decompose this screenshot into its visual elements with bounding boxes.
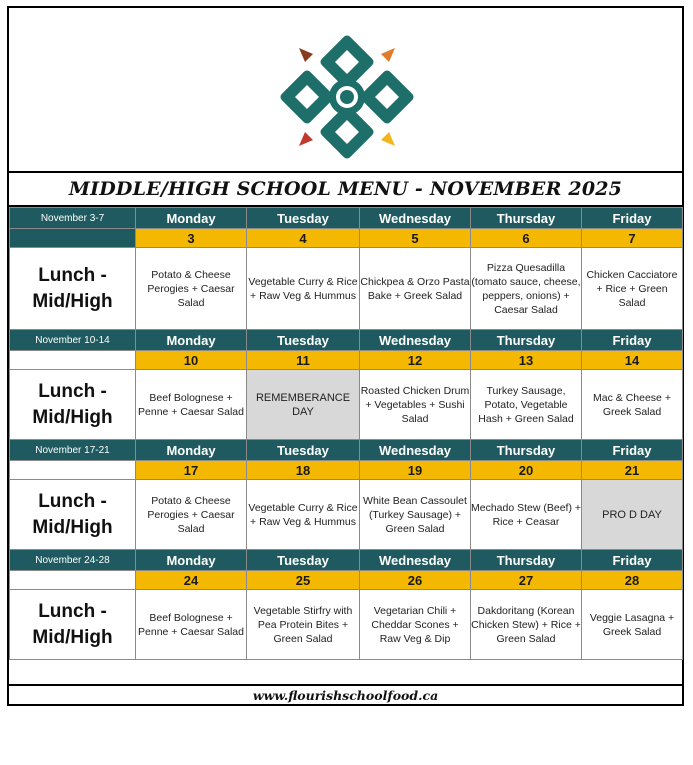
date-cell: 4	[247, 229, 360, 248]
date-row-spacer	[10, 461, 136, 480]
day-name: Wednesday	[360, 330, 471, 351]
date-cell: 12	[360, 351, 471, 370]
date-cell: 7	[582, 229, 683, 248]
lunch-label: Lunch - Mid/High	[10, 480, 136, 550]
meal-row	[10, 370, 683, 440]
day-name: Wednesday	[360, 440, 471, 461]
meal-row	[10, 248, 683, 330]
website-footer: www.flourishschoolfood.ca	[9, 684, 682, 706]
date-row	[10, 351, 683, 370]
week-range: November 3-7	[10, 208, 136, 229]
no-school-cell: REMEMBERANCE DAY	[247, 370, 360, 440]
day-name: Friday	[582, 330, 683, 351]
date-cell: 20	[471, 461, 582, 480]
meal-cell: Beef Bolognese + Penne + Caesar Salad	[136, 590, 247, 660]
date-cell: 10	[136, 351, 247, 370]
date-cell: 19	[360, 461, 471, 480]
lunch-label: Lunch - Mid/High	[10, 590, 136, 660]
date-row	[10, 461, 683, 480]
day-name: Wednesday	[360, 208, 471, 229]
no-school-cell: PRO D DAY	[582, 480, 683, 550]
meal-cell: Pizza Quesadilla (tomato sauce, cheese, peppers, onions) + Caesar Salad	[471, 248, 582, 330]
meal-cell: Vegetarian Chili + Cheddar Scones + Raw Veg & Dip	[360, 590, 471, 660]
day-name: Thursday	[471, 330, 582, 351]
meal-cell: Chickpea & Orzo Pasta Bake + Greek Salad	[360, 248, 471, 330]
week-header-row	[10, 550, 683, 571]
meal-cell: Turkey Sausage, Potato, Vegetable Hash + Green Salad	[471, 370, 582, 440]
meal-cell: Chicken Cacciatore + Rice + Green Salad	[582, 248, 683, 330]
meal-row	[10, 590, 683, 660]
date-cell: 26	[360, 571, 471, 590]
date-row	[10, 571, 683, 590]
week-header-row	[10, 440, 683, 461]
date-cell: 27	[471, 571, 582, 590]
day-name: Tuesday	[247, 208, 360, 229]
date-cell: 14	[582, 351, 683, 370]
date-row-spacer	[10, 351, 136, 370]
date-cell: 18	[247, 461, 360, 480]
menu-table	[9, 207, 683, 660]
meal-cell: Vegetable Curry & Rice + Raw Veg & Hummus	[247, 248, 360, 330]
date-cell: 3	[136, 229, 247, 248]
date-cell: 21	[582, 461, 683, 480]
day-name: Thursday	[471, 440, 582, 461]
day-name: Tuesday	[247, 440, 360, 461]
day-name: Wednesday	[360, 550, 471, 571]
meal-row	[10, 480, 683, 550]
day-name: Thursday	[471, 550, 582, 571]
menu-page	[7, 6, 684, 706]
menu-title: MIDDLE/HIGH SCHOOL MENU - NOVEMBER 2025	[9, 173, 682, 207]
week-range: November 17-21	[10, 440, 136, 461]
date-row-spacer	[10, 571, 136, 590]
lunch-label: Lunch - Mid/High	[10, 370, 136, 440]
date-row	[10, 229, 683, 248]
week-range: November 24-28	[10, 550, 136, 571]
date-cell: 28	[582, 571, 683, 590]
meal-cell: Mac & Cheese + Greek Salad	[582, 370, 683, 440]
day-name: Monday	[136, 550, 247, 571]
lunch-label: Lunch - Mid/High	[10, 248, 136, 330]
date-cell: 13	[471, 351, 582, 370]
date-cell: 6	[471, 229, 582, 248]
date-row-spacer	[10, 229, 136, 248]
logo-area	[9, 8, 682, 173]
week-range: November 10-14	[10, 330, 136, 351]
meal-cell: Potato & Cheese Perogies + Caesar Salad	[136, 480, 247, 550]
day-name: Monday	[136, 440, 247, 461]
week-header-row	[10, 208, 683, 229]
meal-cell: Potato & Cheese Perogies + Caesar Salad	[136, 248, 247, 330]
date-cell: 25	[247, 571, 360, 590]
day-name: Monday	[136, 208, 247, 229]
meal-cell: Beef Bolognese + Penne + Caesar Salad	[136, 370, 247, 440]
flourish-flower-logo-icon	[277, 32, 417, 162]
day-name: Friday	[582, 208, 683, 229]
day-name: Friday	[582, 440, 683, 461]
day-name: Tuesday	[247, 550, 360, 571]
meal-cell: Vegetable Stirfry with Pea Protein Bites + Green Salad	[247, 590, 360, 660]
meal-cell: Vegetable Curry & Rice + Raw Veg & Hummus	[247, 480, 360, 550]
meal-cell: Dakdoritang (Korean Chicken Stew) + Rice + Green Salad	[471, 590, 582, 660]
meal-cell: Mechado Stew (Beef) + Rice + Ceasar	[471, 480, 582, 550]
date-cell: 5	[360, 229, 471, 248]
date-cell: 17	[136, 461, 247, 480]
day-name: Monday	[136, 330, 247, 351]
day-name: Friday	[582, 550, 683, 571]
meal-cell: Roasted Chicken Drum + Vegetables + Sushi Salad	[360, 370, 471, 440]
day-name: Thursday	[471, 208, 582, 229]
day-name: Tuesday	[247, 330, 360, 351]
meal-cell: Veggie Lasagna + Greek Salad	[582, 590, 683, 660]
week-header-row	[10, 330, 683, 351]
date-cell: 24	[136, 571, 247, 590]
meal-cell: White Bean Cassoulet (Turkey Sausage) + Green Salad	[360, 480, 471, 550]
date-cell: 11	[247, 351, 360, 370]
